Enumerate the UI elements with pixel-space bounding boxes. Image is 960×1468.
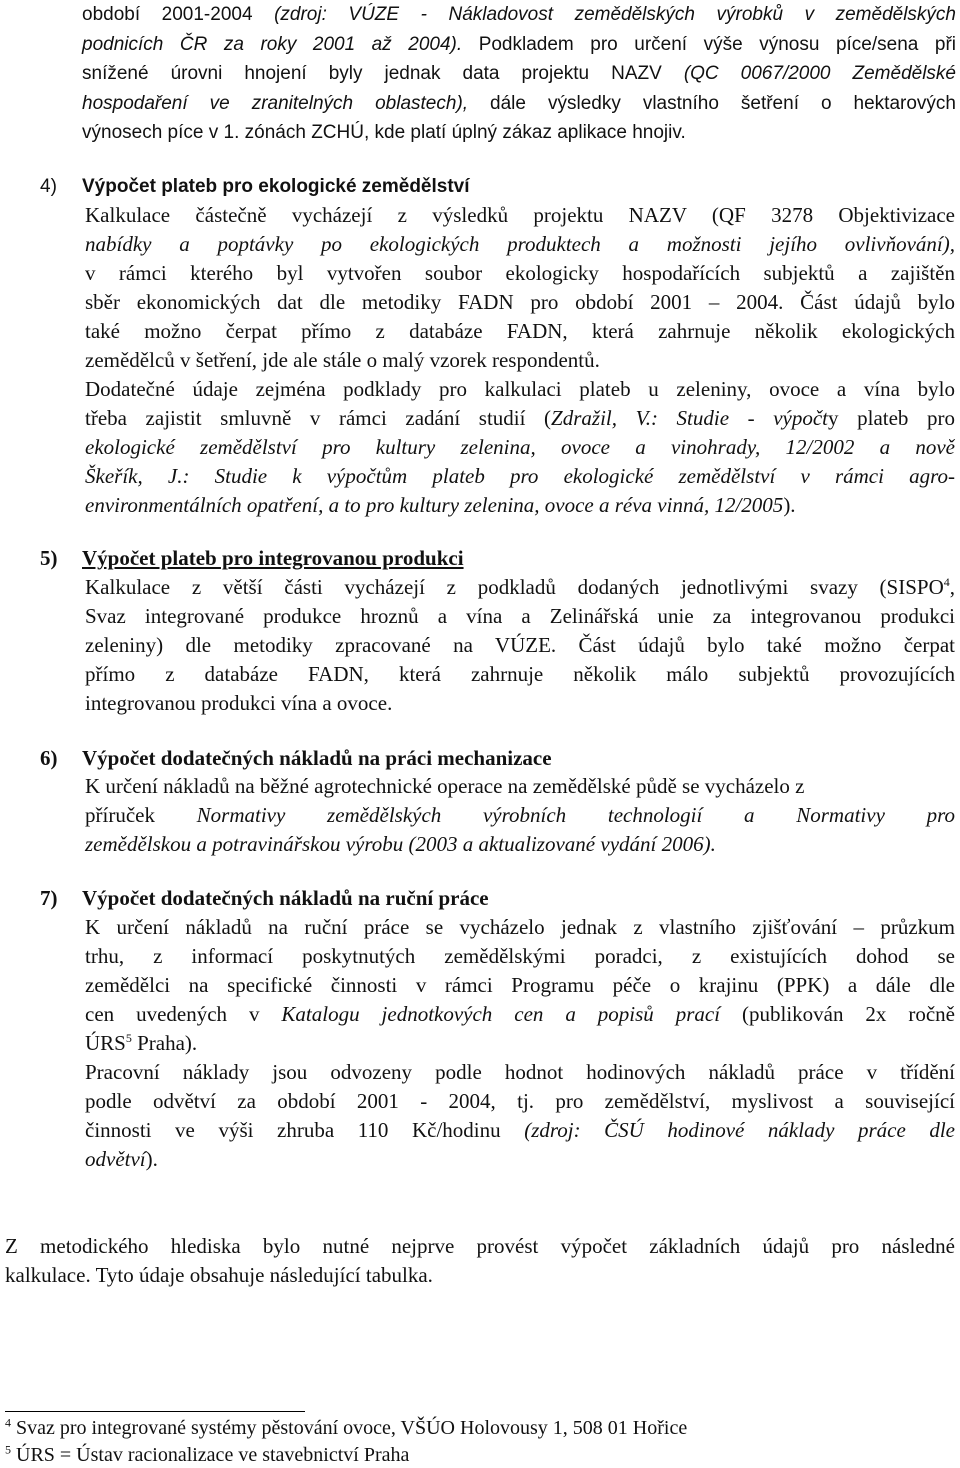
intro-line: snížené úrovni hnojení byly jednak data projektu NAZV (QC 0067/2000 Zemědělské — [82, 63, 956, 84]
body-line: kalkulace. Tyto údaje obsahuje následující tabulka. — [5, 1263, 433, 1287]
section-4-body — [85, 201, 955, 520]
footnote-text: ÚRS = Ústav racionalizace ve stavebnictví Praha — [11, 1444, 410, 1466]
section-5-body — [85, 573, 955, 718]
body-line: třeba zajistit smluvně v rámci zadání studií (Zdražil, V.: Studie - výpočty plateb pro — [85, 406, 956, 430]
section-5-heading — [40, 544, 58, 573]
body-line: zemědělskou a potravinářskou výrobu (2003 a aktualizované vydání 2006). — [85, 832, 716, 856]
section-number: 4) — [40, 176, 57, 197]
intro-line: hospodaření ve zranitelných oblastech), dále výsledky vlastního šetření o hektarových — [82, 92, 956, 114]
body-line: Dodatečné údaje zejména podklady pro kalkulaci plateb u zeleniny, ovoce a vína bylo — [85, 377, 955, 401]
body-line: nabídky a poptávky po ekologických produktech a možnosti jejího ovlivňování), — [85, 232, 955, 256]
footnote-4 — [5, 1415, 687, 1441]
body-line: zemědělci na specifické činnosti v rámci Programu péče o krajinu (PPK) a dále dle — [85, 973, 955, 997]
body-line: cen uvedených v Katalogu jednotkových cen a popisů prací (publikován 2x ročně — [85, 1002, 955, 1026]
section-number: 5) — [40, 546, 58, 570]
body-line: ÚRS$^5$ Praha). — [85, 1031, 198, 1055]
body-line: v rámci kterého byl vytvořen soubor ekologicky hospodařících subjektů a zajištěn — [85, 261, 955, 285]
section-7-body — [85, 913, 955, 1174]
section-5-title: Výpočet plateb pro integrovanou produkci — [82, 546, 464, 570]
body-line: odvětví). — [85, 1147, 158, 1171]
body-line: trhu, z informací poskytnutých zemědělskými poradci, z existujících dohod se — [85, 944, 955, 968]
body-line: Škeřík, J.: Studie k výpočtům plateb pro ekologické zemědělství v rámci agro- — [85, 464, 955, 488]
section-4-title: Výpočet plateb pro ekologické zemědělství — [82, 176, 470, 197]
intro-line: období 2001-2004 (zdroj: VÚZE - Nákladovost zemědělských výrobků v zemědělských — [82, 4, 956, 25]
section-6-heading — [40, 744, 58, 773]
body-line: také možno čerpat přímo z databáze FADN, která zahrnuje několik ekologických — [85, 319, 955, 343]
body-line: činnosti ve výši zhruba 110 Kč/hodinu (zdroj: ČSÚ hodinové náklady práce dle — [85, 1118, 955, 1142]
body-line: sběr ekonomických dat dle metodiky FADN pro období 2001 – 2004. Část údajů bylo — [85, 290, 955, 314]
body-line: ekologické zemědělství pro kultury zelenina, ovoce a vinohrady, 12/2002 a nově — [85, 435, 955, 459]
footnote-mark: 4 — [5, 1415, 11, 1430]
section-6-body — [85, 772, 955, 859]
section-7-title: Výpočet dodatečných nákladů na ruční práce — [82, 886, 489, 910]
intro-line: výnosech píce v 1. zónách ZCHÚ, kde platí úplný zákaz aplikace hnojiv. — [82, 122, 686, 143]
footnote-ref: 4 — [943, 575, 950, 589]
body-line: příruček Normativy zemědělských výrobních technologií a Normativy pro — [85, 803, 955, 827]
footnote-5 — [5, 1442, 409, 1468]
body-line: Pracovní náklady jsou odvozeny podle hodnot hodinových nákladů práce v třídění — [85, 1060, 955, 1084]
body-line: Svaz integrované produkce hroznů a vína a Zelinářská unie za integrovanou produkci — [85, 604, 955, 628]
body-line: podle odvětví za období 2001 - 2004, tj. pro zemědělství, myslivost a související — [85, 1089, 955, 1113]
closing-paragraph — [5, 1232, 955, 1290]
footnote-mark: 5 — [5, 1442, 11, 1457]
section-4-heading — [40, 172, 57, 202]
section-number: 6) — [40, 746, 58, 770]
section-7-heading — [40, 884, 58, 913]
intro-line: podnicích ČR za roky 2001 až 2004). Podkladem pro určení výše výnosu píce/sena při — [82, 33, 956, 55]
body-line: přímo z databáze FADN, která zahrnuje několik málo subjektů provozujících — [85, 662, 955, 686]
section-number: 7) — [40, 886, 58, 910]
body-line: environmentálních opatření, a to pro kultury zelenina, ovoce a réva vinná, 12/2005). — [85, 493, 796, 517]
footnote-text: Svaz pro integrované systémy pěstování ovoce, VŠÚO Holovousy 1, 508 01 Hořice — [11, 1417, 688, 1439]
footnote-ref: 5 — [125, 1031, 132, 1045]
body-line: zemědělců v šetření, jde ale stále o malý vzorek respondentů. — [85, 348, 600, 372]
body-line: integrovanou produkci vína a ovoce. — [85, 691, 393, 715]
body-line: zeleniny) dle metodiky zpracované na VÚZE. Část údajů bylo také možno čerpat — [85, 633, 955, 657]
footnote-divider — [5, 1411, 305, 1412]
body-line: Kalkulace z větší části vycházejí z podkladů dodaných jednotlivými svazy (SISPO$^4$, — [85, 575, 955, 599]
section-6-title: Výpočet dodatečných nákladů na práci mechanizace — [82, 746, 552, 770]
body-line: Z metodického hlediska bylo nutné nejprve provést výpočet základních údajů pro následné — [5, 1234, 955, 1258]
intro-paragraph — [82, 0, 956, 148]
body-line: K určení nákladů na běžné agrotechnické operace na zemědělské půdě se vycházelo z — [85, 774, 805, 798]
body-line: Kalkulace částečně vycházejí z výsledků projektu NAZV (QF 3278 Objektivizace — [85, 203, 955, 227]
body-line: K určení nákladů na ruční práce se vycházelo jednak z vlastního zjišťování – průzkum — [85, 915, 955, 939]
